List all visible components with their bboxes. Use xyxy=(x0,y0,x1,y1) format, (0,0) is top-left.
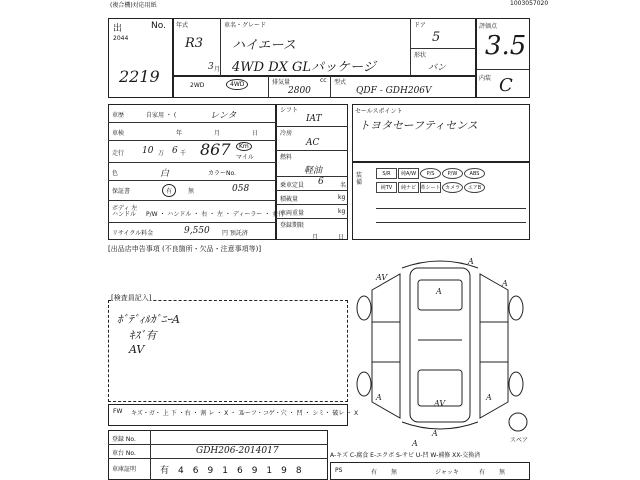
diagram-mark-bottom: A xyxy=(412,439,418,446)
capacity-unit: 名 xyxy=(340,182,347,189)
mileage-label: 走行 xyxy=(112,150,125,157)
warranty-no: 無 xyxy=(188,188,195,195)
jack-yes: 有 xyxy=(479,469,486,476)
legend-fw-text-2: ルーフ・コゲ・穴 ・ 凹 ・ シミ・ 破レ ・ X xyxy=(239,410,359,417)
report-header: [出品店申告事項 (不良箇所・欠品・注意事項等)] xyxy=(108,245,262,253)
reg-no-label: 登録 No. xyxy=(112,436,136,443)
lot-small-number: 2044 xyxy=(113,35,129,42)
recycle-value: 9,550 xyxy=(184,226,210,236)
first-reg-label: 登録期限 xyxy=(280,222,305,229)
spare-label: スペア xyxy=(510,437,529,444)
form-title-partial: (複合機)対応用紙 xyxy=(110,2,157,9)
cert-boxes xyxy=(160,463,311,476)
warranty-yes: 有 xyxy=(162,184,176,197)
ps-yes: 有 xyxy=(371,469,378,476)
cert-label: 車庫証明 xyxy=(112,466,137,473)
equip-pw: P/W xyxy=(442,168,463,179)
category-label: 車歴 xyxy=(112,112,125,119)
ac-value: AC xyxy=(306,138,320,148)
jack-label: ジャッキ xyxy=(435,469,459,476)
load-unit: kg xyxy=(338,194,346,201)
score-box xyxy=(476,18,530,98)
mileage-1k: 6 xyxy=(172,146,178,156)
shift-value: IAT xyxy=(306,114,322,124)
inspection-month: 月 xyxy=(214,130,221,137)
cert-digit: 6 xyxy=(236,466,252,476)
lot-number: 2219 xyxy=(119,67,160,86)
cert-digit: 1 xyxy=(266,466,282,476)
cert-digit: 8 xyxy=(295,466,311,476)
inspector-note-2: ｷｽﾞ有 xyxy=(129,329,157,342)
option-label: ボディ 左 ハンドル xyxy=(112,205,138,218)
equip-navi: 純ナビ xyxy=(398,182,419,193)
month-value: 3 xyxy=(208,62,214,72)
capacity-label: 乗車定員 xyxy=(280,182,305,189)
mileage-unit-km: Km xyxy=(236,142,252,151)
inspector-note-1: ﾎﾞﾃﾞｨﾙｶﾞﾆｰA xyxy=(117,313,180,326)
sales-point-label: セールスポイント xyxy=(355,108,403,115)
inspection-day: 日 xyxy=(252,130,259,137)
name-label: 車名・グレード xyxy=(224,22,267,29)
cert-digit: 9 xyxy=(207,466,223,476)
warranty-label: 保証書 xyxy=(112,188,131,195)
diagram-mark-right-rear: A xyxy=(486,393,492,402)
cert-digit: 1 xyxy=(222,466,237,476)
shape-label: 形状 xyxy=(414,52,427,59)
diagram-mark-front-left: AV xyxy=(376,273,388,282)
first-reg-day: 日 xyxy=(338,234,345,241)
drive-4wd: 4WD xyxy=(226,79,248,90)
left-details-box xyxy=(108,104,276,240)
diagram-mark-bumper: A xyxy=(432,429,438,438)
cert-digit: 4 xyxy=(178,466,193,476)
sales-point-value: トヨタセーフティセンス xyxy=(359,119,478,132)
first-reg-month: 月 xyxy=(312,234,319,241)
inspection-label: 車検 xyxy=(112,130,125,137)
year-label: 年式 xyxy=(176,22,189,29)
interior-value: C xyxy=(499,75,513,96)
ps-label: PS xyxy=(335,467,343,474)
car-diagram xyxy=(352,250,532,446)
chassis-label: 車台 No. xyxy=(112,450,136,457)
cert-digit: 9 xyxy=(251,466,267,476)
ac-label: 冷房 xyxy=(280,130,293,137)
displacement-value: 2800 xyxy=(288,86,311,96)
diagram-mark-front: A xyxy=(436,287,442,296)
cert-digit: 9 xyxy=(281,466,296,476)
mileage-10k: 10 xyxy=(142,146,154,156)
year-value: R3 xyxy=(185,36,204,51)
mileage-1k-unit: 千 xyxy=(180,150,187,157)
weight-unit: kg xyxy=(338,208,346,215)
color-no-value: 058 xyxy=(232,184,250,194)
vehicle-name: ハイエース xyxy=(232,38,296,53)
inspection-year: 年 xyxy=(176,130,183,137)
doors-label: ドア xyxy=(414,22,426,29)
drive-2wd: 2WD xyxy=(190,82,205,89)
cert-digit: 6 xyxy=(192,466,208,476)
shift-label: シフト xyxy=(280,107,299,114)
category-value: レンタ xyxy=(210,111,237,121)
diagram-mark-front-right: A xyxy=(468,257,474,266)
sales-point-box xyxy=(352,104,530,162)
equip-airbag: エアB xyxy=(464,182,485,193)
diagram-mark-left-rear: A xyxy=(376,393,382,402)
color-no-label: カラーNo. xyxy=(208,170,236,177)
lot-prefix: 出 xyxy=(113,24,123,34)
vehicle-grade: 4WD DX GLパッケージ xyxy=(232,60,376,75)
score-value: 3.5 xyxy=(485,31,527,61)
equip-abs: ABS xyxy=(464,168,485,179)
mileage-10k-unit: 万 xyxy=(158,150,165,157)
grade-codes: A-キズ C-腐食 E-エクボ S-サビ U-凹 W-補修 XX-交換済 xyxy=(330,452,481,459)
equip-camera: カメラ xyxy=(442,182,463,193)
ps-jack-box xyxy=(330,462,530,480)
legend-fw-label: FW xyxy=(113,408,123,415)
ps-no: 無 xyxy=(391,469,398,476)
inspector-box xyxy=(108,294,348,402)
fuel-value: 軽油 xyxy=(304,166,323,176)
capacity-value: 6 xyxy=(318,177,324,187)
mileage-handwritten: 867 xyxy=(200,140,231,159)
chassis-value: GDH206-2014017 xyxy=(196,446,279,456)
interior-label: 内装 xyxy=(479,75,492,82)
inspector-header: [検査員記入] xyxy=(111,294,152,302)
shape-value: バン xyxy=(428,63,447,73)
month-suffix: 月 xyxy=(214,66,221,73)
form-serial-partial: 1003057020 xyxy=(510,0,549,7)
legend-box xyxy=(108,404,359,426)
cc-unit: cc xyxy=(320,77,327,84)
equipment-side-label: 装備 xyxy=(356,172,363,186)
category-options: 自家用 ・ ( xyxy=(146,112,177,119)
model-label: 型式 xyxy=(334,79,347,86)
lot-box xyxy=(108,18,173,98)
equip-alloy: 純A/W xyxy=(398,168,419,179)
option-items: P/W ・ ハンドル ・ 右 ・ 左 ・ ディーラー ・ 並行 xyxy=(146,211,285,218)
diagram-mark-rear: AV xyxy=(434,399,446,408)
recycle-unit: 円 預託済 xyxy=(222,230,248,237)
weight-label: 車両重量 xyxy=(280,210,305,217)
legend-fw-text: キズ・ガ・ 上 下 ・右 ・ 割 レ ・ X ・ 工 xyxy=(131,410,245,417)
color-label: 色 xyxy=(112,170,119,177)
jack-no: 無 xyxy=(499,469,506,476)
score-label: 評価点 xyxy=(479,23,498,30)
load-label: 積載量 xyxy=(280,196,299,203)
diagram-mark-right-top: A xyxy=(502,279,508,288)
doors-value: 5 xyxy=(432,30,441,45)
inspector-note-3: AV xyxy=(129,343,145,356)
cert-digit: 有 xyxy=(160,466,179,476)
equip-leather: 革シート xyxy=(420,182,441,193)
model-value: QDF - GDH206V xyxy=(356,86,432,96)
equip-sr: S/R xyxy=(376,168,397,179)
color-value: 白 xyxy=(160,169,170,179)
lot-label: No. xyxy=(151,21,166,31)
recycle-label: リサイクル料金 xyxy=(112,230,154,237)
mileage-unit-mile: マイル xyxy=(236,154,254,161)
displacement-label: 排気量 xyxy=(272,79,291,86)
equip-tv: 純TV xyxy=(376,182,397,193)
equip-ps: P/S xyxy=(420,168,441,179)
fuel-label: 燃料 xyxy=(280,154,293,161)
